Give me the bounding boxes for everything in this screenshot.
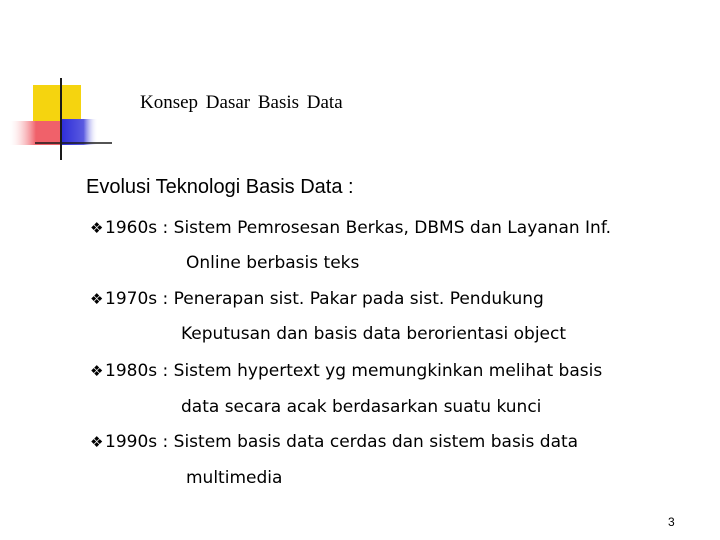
list-item-text: 1970s : Penerapan sist. Pakar pada sist. Pendukung xyxy=(105,289,544,309)
list-item-continuation: data secara acak berdasarkan suatu kunci xyxy=(181,397,542,417)
list-item xyxy=(90,289,544,309)
page-number: 3 xyxy=(668,515,675,529)
diamond-bullet-icon: ❖ xyxy=(90,433,104,451)
deco-red-bar xyxy=(10,121,62,145)
diamond-bullet-icon: ❖ xyxy=(90,219,104,237)
list-item-continuation: multimedia xyxy=(186,468,283,488)
deco-yellow-square xyxy=(33,85,81,121)
slide-title: Konsep Dasar Basis Data xyxy=(140,92,343,113)
deco-blue-block xyxy=(62,119,98,145)
list-item-text: 1980s : Sistem hypertext yg memungkinkan melihat basis xyxy=(105,361,603,381)
diamond-bullet-icon: ❖ xyxy=(90,362,104,380)
list-item-continuation: Keputusan dan basis data berorientasi object xyxy=(181,324,567,344)
list-item-continuation: Online berbasis teks xyxy=(186,253,360,273)
list-item xyxy=(90,218,611,238)
list-item-text: 1990s : Sistem basis data cerdas dan sistem basis data xyxy=(105,432,579,452)
slide-subtitle: Evolusi Teknologi Basis Data : xyxy=(86,176,354,198)
list-item xyxy=(90,361,602,381)
diamond-bullet-icon: ❖ xyxy=(90,290,104,308)
list-item-text: 1960s : Sistem Pemrosesan Berkas, DBMS dan Layanan Inf. xyxy=(105,218,611,238)
list-item xyxy=(90,432,578,452)
